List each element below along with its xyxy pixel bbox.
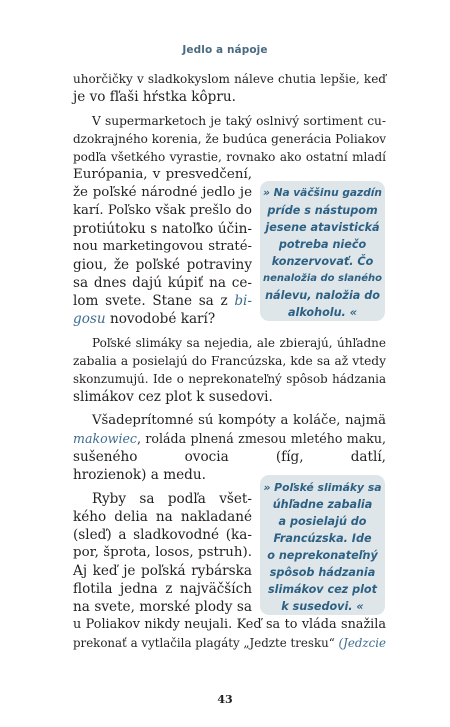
- text-line: por, šprota, losos, pstruh).: [73, 545, 252, 560]
- text-line: Ryby sa podľa všet-: [92, 491, 252, 507]
- italic-term: gosu: [73, 311, 106, 327]
- pullquote-line: Francúzska. Ide: [273, 532, 372, 545]
- text-line: V supermarketoch je taký oslnivý sortiment cu-: [92, 114, 386, 128]
- text-line: skonzumujú. Ide o neprekonateľný spôsob hádzania: [73, 372, 386, 386]
- text-line: lom svete. Stane sa z bi-: [73, 293, 252, 309]
- text-line: kého delia na nakladané: [73, 509, 252, 525]
- running-head: Jedlo a nápoje: [182, 44, 268, 56]
- pullquote-line: príde s nástupom: [267, 204, 378, 217]
- text-line: giou, že poľské potraviny: [73, 257, 252, 273]
- text-line: Poľské slimáky sa nejedia, ale zbierajú, úhľadne: [92, 336, 386, 350]
- italic-term: makowiec: [73, 431, 137, 446]
- pullquote-line: spôsob hádzania: [269, 566, 376, 579]
- text-line: flotila jedna z najväčších: [73, 581, 252, 597]
- text-line: Európania, v presvedčení,: [73, 167, 252, 182]
- italic-term: (Jedzcie: [338, 636, 386, 650]
- page-number: 43: [217, 693, 233, 706]
- pullquote-line: » Poľské slimáky sa: [263, 481, 382, 494]
- pullquote-line: nenaložia do slaného: [262, 273, 383, 284]
- text-line: makowiec, roláda plnená zmesou mletého maku,: [73, 431, 386, 446]
- text-line: karí. Poľsko však prešlo do: [73, 203, 252, 218]
- text-line: protiútoku s natoľko účin-: [73, 221, 252, 237]
- pullquote-line: úhľadne zabalia: [272, 498, 373, 511]
- text-line: dzokrajného korenia, že budúca generácia Poliakov: [73, 132, 387, 146]
- text-line: je vo fľaši hŕstka kôpru.: [73, 89, 236, 105]
- text-line: uhorčičky v sladkokyslom náleve chutia lepšie, keď: [73, 72, 386, 86]
- pullquote: [260, 181, 385, 321]
- text-line: zabalia a posielajú do Francúzska, kde sa až vtedy: [73, 354, 386, 368]
- pullquote-line: o neprekonateľný: [267, 549, 378, 562]
- text-line: u Poliakov nikdy neujali. Keď sa to vláda snažila: [73, 617, 386, 632]
- pullquote-line: alkoholu. «: [288, 306, 357, 319]
- pullquote-line: jesene atavistická: [265, 221, 380, 234]
- pullquote-line: nálevu, naložia do: [265, 289, 380, 302]
- pullquote-line: » Na väčšinu gazdín: [263, 187, 382, 199]
- text-line: nou marketingovou straté-: [73, 239, 252, 254]
- italic-term: bi-: [234, 293, 252, 309]
- pullquote: [260, 475, 385, 615]
- pullquote-line: k susedovi. «: [281, 600, 364, 613]
- text-line: sa dnes dajú kúpiť na ce-: [73, 275, 252, 291]
- text-line: sušeného ovocia (fíg, datlí,: [73, 449, 386, 465]
- pullquote-line: slimákov cez plot: [268, 583, 377, 596]
- text-line: že poľské národné jedlo je: [73, 185, 252, 200]
- text-line: slimákov cez plot k susedovi.: [73, 389, 273, 405]
- text-line: prekonať a vytlačila plagáty „Jedzte tresku“ (Jedzcie: [73, 636, 386, 650]
- pullquote-line: konzervovať. Čo: [271, 255, 374, 268]
- text-line: (sleď) a sladkovodné (ka-: [73, 527, 252, 543]
- text-line: podľa všetkého vyrastie, rovnako ako ostatní mladí: [73, 150, 386, 164]
- text-line: Všadeprítomné sú kompóty a koláče, najmä: [92, 413, 386, 428]
- pullquote-line: potreba niečo: [278, 238, 367, 251]
- text-line: na svete, morské plody sa: [73, 599, 252, 615]
- pullquote-line: a posielajú do: [278, 515, 367, 528]
- text-line: Aj keď je poľská rybárska: [73, 563, 252, 579]
- text-line: hrozienok) a medu.: [73, 467, 206, 483]
- text-line: gosu novodobé karí?: [73, 311, 216, 327]
